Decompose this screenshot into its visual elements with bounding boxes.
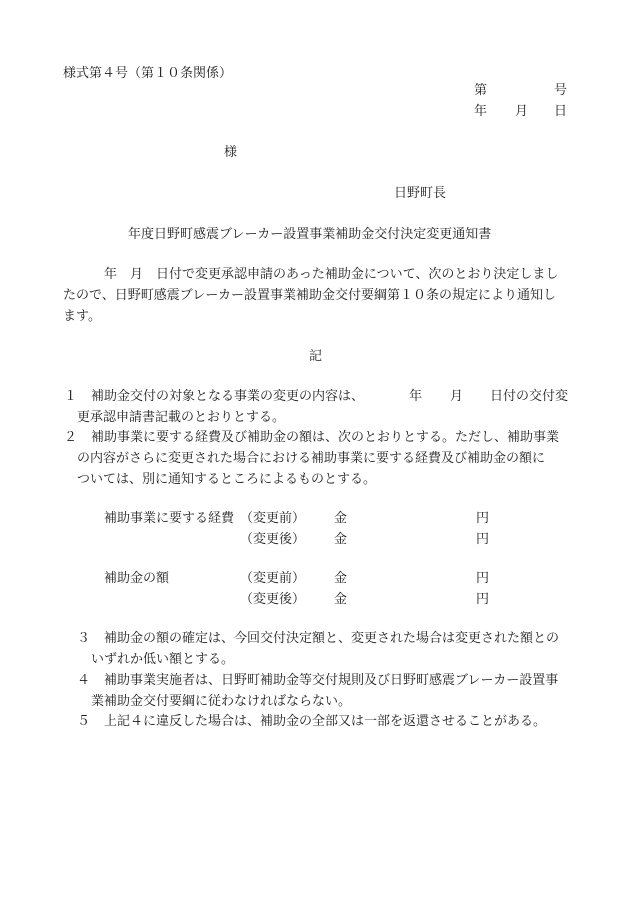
item-1-year: 年 [409, 389, 423, 404]
item-1-month: 月 [450, 389, 464, 404]
cost-before-yen: 円 [476, 511, 490, 526]
issuer-name: 日野町長 [394, 186, 447, 201]
grant-before-label: （変更前） [240, 571, 306, 586]
item-1-number: １ [64, 389, 78, 404]
intro-line-3: ます。 [63, 309, 101, 324]
doc-number-prefix: 第 [474, 83, 488, 98]
ki-heading: 記 [309, 349, 323, 364]
item-3-number: ３ [77, 631, 91, 646]
intro-line-1: 年 月 日付で変更承認申請のあった補助金について、次のとおり決定しまし [104, 267, 559, 282]
document-title: 年度日野町感震ブレーカー設置事業補助金交付決定変更通知書 [128, 227, 492, 242]
item-1-line-2: 更承認申請書記載のとおりとする。 [77, 410, 286, 425]
item-3-line-1: 補助金の額の確定は、今回交付決定額と、変更された場合は変更された額との [104, 631, 560, 646]
item-2-line-3: ついては、別に通知するところによるものとする。 [77, 472, 377, 487]
item-2-line-2: の内容がさらに変更された場合における補助事業に要する経費及び補助金の額に [77, 451, 546, 466]
item-4-line-1: 補助事業実施者は、日野町補助金等交付規則及び日野町感震ブレーカー設置事 [104, 673, 559, 688]
date-year: 年 [474, 104, 488, 119]
cost-after-yen: 円 [476, 532, 490, 547]
item-4-line-2: 業補助金交付要綱に従わなければならない。 [91, 694, 352, 709]
item-5-text: 上記４に違反した場合は、補助金の全部又は一部を返還させることがある。 [104, 714, 547, 729]
grant-after-label: （変更後） [240, 592, 306, 607]
item-2-line-1: 補助事業に要する経費及び補助金の額は、次のとおりとする。ただし、補助事業 [91, 430, 560, 445]
grant-after-yen: 円 [476, 592, 490, 607]
form-label: 様式第４号（第１０条関係） [63, 66, 233, 81]
item-1-text-a: 補助金交付の対象となる事業の変更の内容は、 [91, 389, 365, 404]
grant-after-kin: 金 [334, 592, 348, 607]
item-3-line-2: いずれか低い額とする。 [91, 652, 235, 667]
item-5-number: ５ [77, 714, 91, 729]
grant-before-kin: 金 [334, 571, 348, 586]
item-1-text-b: 日付の交付変 [490, 389, 569, 404]
cost-after-label: （変更後） [240, 532, 306, 547]
item-2-number: ２ [64, 430, 78, 445]
intro-line-2: たので、日野町感震ブレーカー設置事業補助金交付要綱第１０条の規定により通知し [63, 288, 556, 303]
cost-before-label: （変更前） [240, 511, 306, 526]
item-4-number: ４ [77, 673, 91, 688]
cost-after-kin: 金 [334, 532, 348, 547]
cost-before-kin: 金 [334, 511, 348, 526]
grant-label: 補助金の額 [104, 571, 170, 586]
date-month: 月 [515, 104, 529, 119]
date-day: 日 [554, 104, 568, 119]
addressee-suffix: 様 [224, 145, 238, 160]
cost-label: 補助事業に要する経費 [104, 511, 235, 526]
doc-number-suffix: 号 [554, 83, 568, 98]
grant-before-yen: 円 [476, 571, 490, 586]
